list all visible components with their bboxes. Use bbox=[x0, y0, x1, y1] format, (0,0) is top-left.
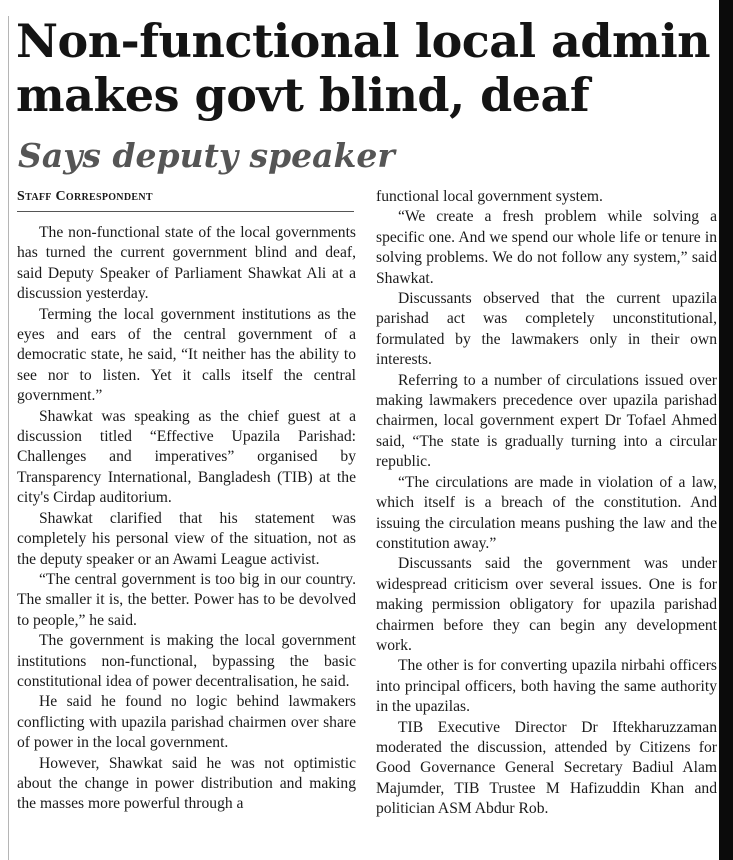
paragraph: “We create a fresh problem while solving a specific one. And we spend our whole life or tenure in solving problems. We do not follow any system,” said Shawkat. bbox=[376, 208, 717, 287]
byline-rule bbox=[17, 211, 354, 212]
column-rule bbox=[8, 16, 9, 860]
paragraph: Shawkat clarified that his statement was completely his personal view of the situation, not as the deputy speaker or an Awami League activist. bbox=[17, 509, 356, 568]
byline: Staff Correspondent bbox=[17, 189, 153, 204]
paragraph: The government is making the local government institutions non-functional, bypassing the basic constitutional idea of power decentralisation, he said. bbox=[17, 632, 356, 690]
page-edge bbox=[719, 0, 733, 860]
article-column-left bbox=[17, 223, 356, 815]
paragraph: TIB Executive Director Dr Iftekharuzzaman moderated the discussion, attended by Citizens for Good Governance General Secretary Badiul Alam Majumder, TIB Trustee M Hafizuddin Khan and politician ASM Abdur Rob. bbox=[376, 718, 717, 818]
paragraph: “The central government is too big in our country. The smaller it is, the better. Power has to be devolved to people,” he said. bbox=[17, 570, 356, 629]
paragraph: “The circulations are made in violation of a law, which itself is a breach of the constitution. And issuing the circulation means pushing the law and the constitution away.” bbox=[376, 473, 717, 552]
paragraph: Discussants said the government was under widespread criticism over several issues. One is for making permission obligatory for upazila parishad chairmen before they can begin any development work. bbox=[376, 555, 717, 654]
paragraph-continued: functional local government system. bbox=[376, 188, 603, 205]
paragraph: Discussants observed that the current upazila parishad act was completely unconstitutional, formulated by the lawmakers only in their own interests. bbox=[376, 290, 717, 369]
paragraph: Referring to a number of circulations issued over making lawmakers precedence over upazila parishad chairmen, local government expert Dr Tofael Ahmed said, “The state is gradually turning into a circular republic. bbox=[376, 371, 717, 471]
paragraph: However, Shawkat said he was not optimistic about the change in power distribution and making the masses more powerful through a bbox=[17, 754, 356, 813]
paragraph: The non-functional state of the local governments has turned the current government blind and deaf, said Deputy Speaker of Parliament Shawkat Ali at a discussion yesterday. bbox=[17, 224, 356, 303]
subheadline: Says deputy speaker bbox=[18, 136, 395, 175]
paragraph: The other is for converting upazila nirbahi officers into principal officers, both having the same authority in the upazilas. bbox=[376, 657, 717, 716]
headline: Non-functional local admin makes govt blind, deaf bbox=[16, 14, 711, 122]
paragraph: Shawkat was speaking as the chief guest at a discussion titled “Effective Upazila Parishad: Challenges and imperatives” organised by Transparency International, Bangladesh (TIB) at the city's Cirdap auditorium. bbox=[17, 407, 356, 507]
article-column-right bbox=[376, 187, 717, 820]
paragraph: Terming the local government institutions as the eyes and ears of the central government of a democratic state, he said, “It neither has the ability to see nor to listen. Yet it calls itself the central government.” bbox=[17, 305, 356, 405]
paragraph: He said he found no logic behind lawmakers conflicting with upazila parishad chairmen over share of power in the local government. bbox=[17, 693, 356, 752]
